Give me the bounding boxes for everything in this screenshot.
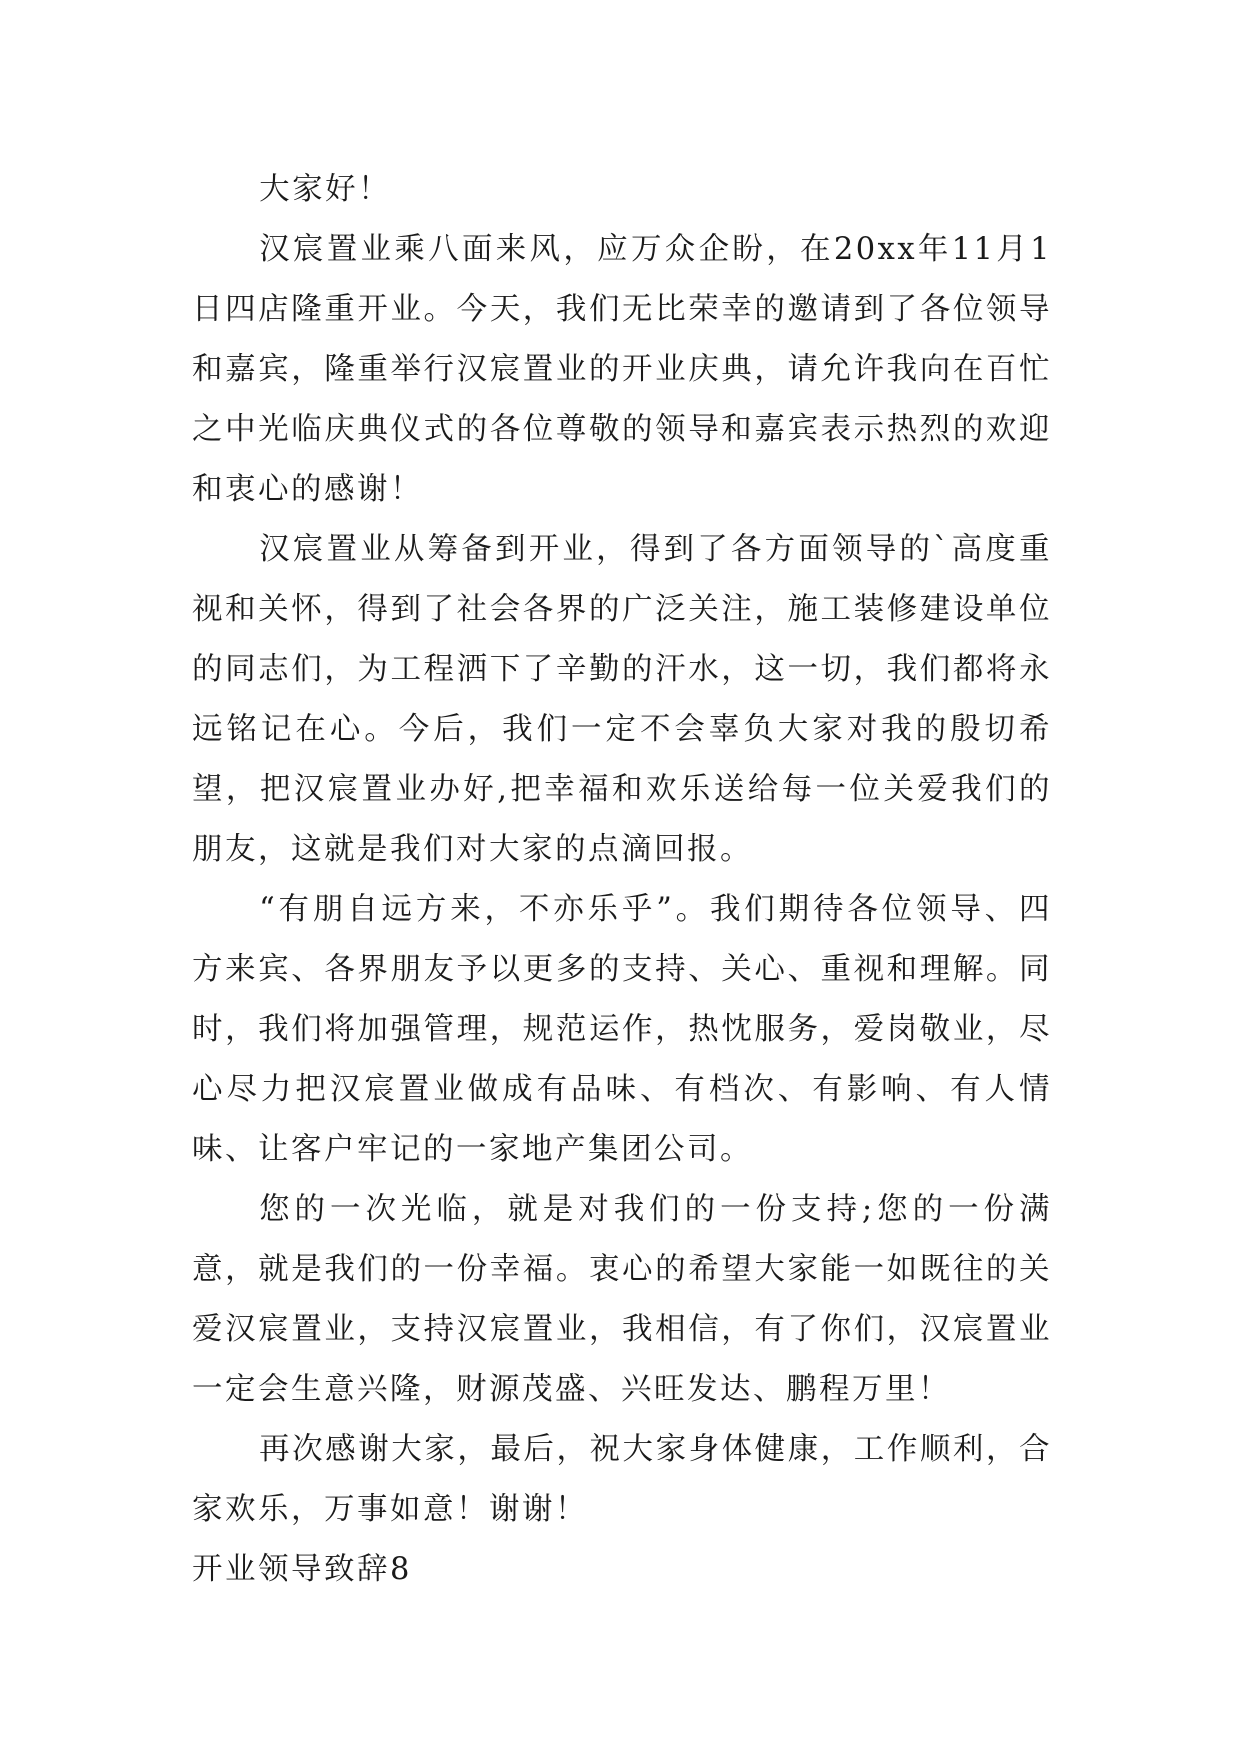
closing-paragraph: 再次感谢大家，最后，祝大家身体健康，工作顺利，合家欢乐，万事如意！谢谢！ — [192, 1432, 1052, 1527]
expectation-paragraph: “有朋自远方来，不亦乐乎”。我们期待各位领导、四方来宾、各界朋友予以更多的支持、关心、重视和理解。同时，我们将加强管理，规范运作，热忱服务，爱岗敬业，尽心尽力把汉宸置业做成有品味、有档次、有影响、有人情味、让客户牢记的一家地产集团公司。 — [192, 892, 1052, 1167]
document-body — [192, 160, 1052, 1600]
section-heading: 开业领导致辞8 — [192, 1552, 412, 1587]
greeting-paragraph: 大家好！ — [259, 172, 392, 207]
opening-paragraph: 汉宸置业乘八面来风，应万众企盼，在20xx年11月1日四店隆重开业。今天，我们无比荣幸的邀请到了各位领导和嘉宾，隆重举行汉宸置业的开业庆典，请允许我向在百忙之中光临庆典仪式的各位尊敬的领导和嘉宾表示热烈的欢迎和衷心的感谢！ — [192, 232, 1052, 507]
gratitude-paragraph: 汉宸置业从筹备到开业，得到了各方面领导的`高度重视和关怀，得到了社会各界的广泛关注，施工装修建设单位的同志们，为工程洒下了辛勤的汗水，这一切，我们都将永远铭记在心。今后，我们一定不会辜负大家对我的殷切希望，把汉宸置业办好,把幸福和欢乐送给每一位关爱我们的朋友，这就是我们对大家的点滴回报。 — [192, 532, 1052, 867]
blessing-paragraph: 您的一次光临，就是对我们的一份支持;您的一份满意，就是我们的一份幸福。衷心的希望大家能一如既往的关爱汉宸置业，支持汉宸置业，我相信，有了你们，汉宸置业一定会生意兴隆，财源茂盛、兴旺发达、鹏程万里！ — [192, 1192, 1052, 1407]
